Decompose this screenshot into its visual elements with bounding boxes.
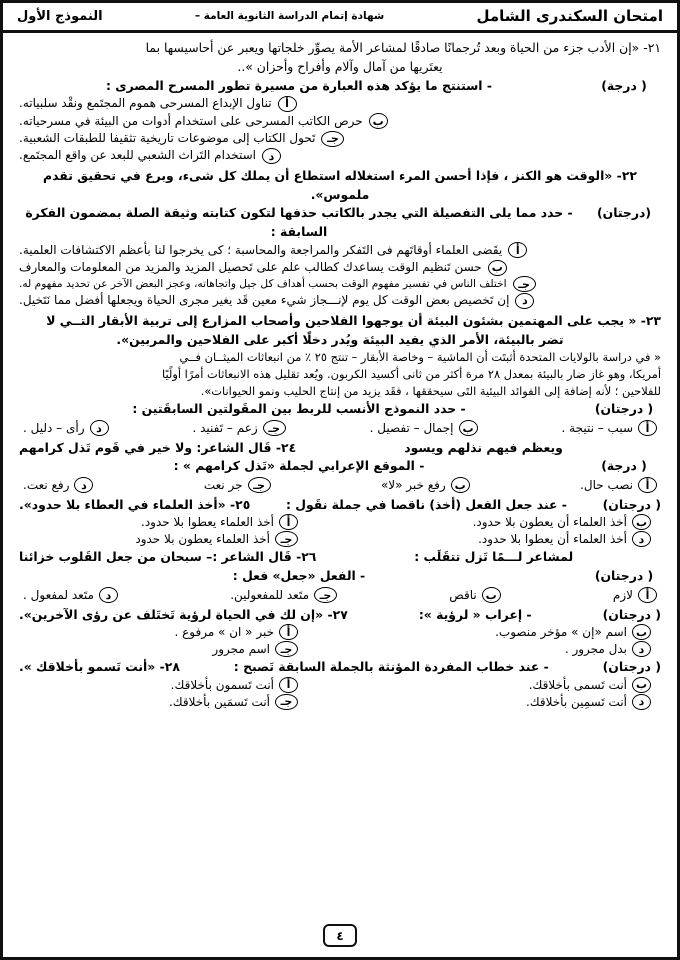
q26-prompt: - الفعل «جعل» فعل :	[232, 568, 366, 584]
certificate-label: شهادة إتمام الدراسة الثانوية العامة –	[194, 10, 385, 22]
q22-prompt: - حدد مما يلى التفصيلة التي يجدر بالكاتب حذفها لتكون كتابته وثيقة الصلة بمضمون الفكرة السابقة :	[25, 205, 573, 239]
q27-number: ٢٧-	[327, 606, 348, 622]
option-bubble-d: د	[632, 531, 651, 547]
option-bubble-d: د	[74, 477, 93, 493]
option-text-c: اسم مجرور	[212, 642, 270, 657]
option-bubble-b: ب	[488, 260, 507, 276]
q23-passage-line-2: أمريكا، وهو غاز ضار بالبيئة بمعدل ٢٨ مرة أكثر من ثانى أكسيد الكربون. ويُعد تقليل هذه الانبعاثات أمرًا أولًيًا	[162, 367, 661, 382]
q22-prompt-row	[19, 204, 661, 241]
option-bubble-b: ب	[632, 624, 651, 640]
q26-verse-row	[19, 548, 661, 567]
q23-marks: ( درجتان)	[594, 401, 654, 417]
q26-option-a[interactable]	[613, 587, 657, 604]
option-text-d: أخذ العلماء أن يعطوا بلا حدود.	[478, 532, 627, 547]
option-text-d: متَعد لمفعول .	[23, 587, 94, 602]
q27-quote-row	[19, 606, 348, 625]
q27-options	[19, 624, 661, 657]
q28-prompt: - عند خطاب المفردة المؤنثة بالجملة السابقة تَصبح :	[233, 659, 549, 675]
q27-marks: ( درجتان)	[602, 606, 661, 622]
q21-option-a[interactable]	[19, 95, 661, 112]
q27-option-d[interactable]	[342, 641, 661, 657]
q28-quote-row	[19, 658, 180, 677]
option-bubble-c: جـ	[321, 131, 344, 147]
option-text-b: أخذ العلماء أن يعطون بلا حدود.	[472, 515, 627, 530]
q26-prompt-row	[19, 567, 661, 586]
q24-option-b[interactable]	[381, 477, 470, 494]
q24-prompt: - الموقع الإعرابي لجملة «تَذل كرامهم » :	[173, 458, 425, 474]
option-text-b: ناقص	[449, 587, 477, 602]
q22-marks: (درجتان)	[596, 205, 652, 221]
q21-options	[19, 95, 661, 165]
option-bubble-b: ب	[369, 113, 388, 129]
option-text-a: لازم	[612, 587, 633, 602]
page-number-footer	[3, 924, 677, 947]
option-bubble-a: أ	[279, 677, 298, 693]
option-text-d: رفع نعت.	[23, 478, 70, 493]
q22-option-d[interactable]	[19, 292, 661, 309]
q28-option-b[interactable]	[342, 677, 661, 693]
option-text-a: يقَضى العلماء أوقاتَهم فى التَفكر والمراجعة والمحاسبة ؛ كى يخرجوا لنا بأعظم الاكتشافات العلمية.	[19, 242, 503, 257]
option-bubble-c: جـ	[275, 694, 298, 710]
q26-option-c[interactable]	[230, 587, 337, 604]
option-bubble-a: أ	[278, 96, 297, 112]
option-bubble-d: د	[515, 293, 534, 309]
q23-option-b[interactable]	[370, 420, 478, 437]
q27-stem-row	[19, 606, 661, 625]
page-number: ٤	[323, 924, 357, 947]
q23-quote-line-1	[19, 311, 661, 330]
option-text-b: حرص الكاتب المسرحى على استخدام أدوات من البيئة في مسرحياته.	[19, 113, 363, 128]
question-21	[19, 39, 661, 165]
q25-quote: «أخذ العلماء في العطاء بلا حدود».	[19, 496, 226, 512]
q28-quote: «أنت تَسمو بأخلاقك ».	[18, 659, 156, 675]
q28-option-a[interactable]	[19, 677, 338, 693]
q28-option-c[interactable]	[19, 694, 338, 710]
option-bubble-a: أ	[279, 514, 298, 530]
q23-quote-line-2: تضر بالبيئة، الأمر الذي يفيد البيئة ويُدر دخلًا أكبر على الفلاحين والمربين».	[116, 331, 564, 347]
option-bubble-a: أ	[638, 587, 657, 603]
q26-option-d[interactable]	[23, 587, 118, 604]
option-bubble-d: د	[99, 587, 118, 603]
option-bubble-c: جـ	[263, 420, 286, 436]
option-bubble-c: جـ	[513, 276, 536, 292]
option-bubble-d: د	[90, 420, 109, 436]
q28-number: ٢٨-	[159, 659, 180, 675]
question-25	[19, 496, 661, 548]
option-text-a: أنت تَسمون بأخلاقك.	[170, 677, 274, 692]
q21-option-d[interactable]	[19, 147, 661, 164]
q22-option-b[interactable]	[19, 259, 661, 276]
page-header	[3, 3, 677, 33]
option-bubble-a: أ	[508, 242, 527, 258]
q26-options	[19, 586, 661, 605]
option-bubble-c: جـ	[314, 587, 337, 603]
option-text-a: تناول الإبداع المسرحى هموم المجتَمع ونقْد سلبياته.	[19, 96, 272, 111]
option-text-d: إن تَخصيص بعض الوقت كل يوم لإنـــجاز شيء معين قَد يغير مجرى الحياة ويجعلها أفضل مما نَتَخيل.	[19, 293, 510, 308]
q21-prompt-row	[19, 77, 661, 96]
option-text-d: رأى – دليل .	[23, 421, 85, 436]
q21-quote-line-1	[19, 39, 661, 58]
option-text-c: اختلف الناس في تفسير مفهوم الوقت بحسب أهداف كل جيل واتجاهاته، وعجز البعض الآخر عن تحديد مفهوم له.	[19, 277, 507, 290]
q23-passage-line-3: للفلاحين ؛ لأنه إضافة إلى الفوائد البيئية التَى سيحققها ، فقَد يزيد من إنتاج الحليب ونمو الحيوانات».	[200, 384, 661, 399]
q23-option-d[interactable]	[23, 420, 109, 437]
q23-passage-line-1: « في دراسة بالولايات المتحدة أثبتَت أن الماشية – وخاصة الأبقار – تنتج ٢٥ ٪ من انبعاثات الميثــان فــي	[179, 350, 661, 365]
q26-verse-second: لمشاعر لـــمًا تَزل تتقَلَب :	[414, 549, 574, 565]
q24-verse-second: ويعظم فيهم نذلهم ويسود	[404, 439, 563, 455]
option-text-d: بدل مجرور .	[564, 642, 627, 657]
q27-option-b[interactable]	[342, 624, 661, 640]
q24-options	[19, 476, 661, 495]
q23-number: ٢٣-	[640, 312, 661, 328]
question-23	[19, 311, 661, 438]
questions-container	[3, 33, 677, 710]
q26-number: ٢٦-	[296, 549, 317, 565]
question-22	[19, 166, 661, 310]
option-text-b: اسم «إن » مؤخر منصوب.	[495, 625, 627, 640]
option-text-a: خبر « ان » مرفوع .	[174, 625, 274, 640]
q25-option-d[interactable]	[342, 531, 661, 547]
q24-option-d[interactable]	[23, 477, 93, 494]
q28-stem-row	[19, 658, 661, 677]
option-bubble-d: د	[262, 148, 281, 164]
option-text-c: تَحول الكتاب إلى موضوعات تاريخية تثقيفا للطبقات الشعبية.	[19, 131, 316, 146]
q28-option-d[interactable]	[342, 694, 661, 710]
exam-title: امتحان السكندرى الشامل	[476, 7, 663, 25]
option-text-b: حسن تَنظيم الوقت يساعدك كطالب علم على تَحصيل المزيد والمزيد من المعلومات والمعارف	[19, 259, 482, 274]
option-bubble-a: أ	[638, 420, 657, 436]
q23-option-a[interactable]	[562, 420, 657, 437]
q22-options	[19, 242, 661, 310]
question-27	[19, 606, 661, 658]
q23-quote-text-1: « يجب على المهتمين بشئون البيئة أن يوجهوا الفلاحين وأصحاب المزارع إلى تربية الأبقار التــي لا	[46, 312, 637, 328]
q26-verse-first	[19, 548, 316, 567]
q28-marks: ( درجتان)	[602, 659, 661, 675]
question-26	[19, 548, 661, 604]
q24-number: ٢٤-	[275, 439, 297, 455]
q21-prompt: - استنتج ما يؤكد هذه العبارة من مسيرة تطور المسرح المصرى :	[105, 77, 493, 93]
q23-option-c[interactable]	[193, 420, 286, 437]
option-bubble-c: جـ	[275, 531, 298, 547]
q21-marks: ( درجة)	[601, 77, 647, 93]
q21-quote-text-1: «إن الأدب جزء من الحياة وبعد تُرجمانًا صادقًا لمشاعر الأمة يصوِّر خلجاتها ويعبر عن أحاسيسها بما	[145, 40, 640, 55]
q25-number: ٢٥-	[230, 496, 251, 512]
q26-marks: ( درجتان)	[594, 568, 654, 584]
q24-option-a[interactable]	[580, 477, 657, 494]
q25-stem-row	[19, 496, 661, 515]
q24-prompt-row	[19, 457, 661, 476]
option-bubble-b: ب	[632, 677, 651, 693]
q22-option-c[interactable]	[19, 276, 661, 292]
q24-verse-row	[19, 439, 661, 458]
option-text-b: أنت تَسمى بأخلاقك.	[528, 677, 627, 692]
q25-quote-row	[19, 496, 250, 515]
q25-options	[19, 514, 661, 547]
q25-prompt: - عند جعل الفعل (أخذ) ناقصا في جملة نقَول :	[286, 496, 567, 512]
q25-option-a[interactable]	[19, 514, 338, 530]
option-text-c: متَعد للمفعولين.	[230, 587, 310, 602]
q21-quote-line-2: يعتَريها من آمال وآلام وأفراح وأحزان »..	[237, 58, 443, 74]
option-bubble-b: ب	[459, 420, 478, 436]
option-bubble-a: أ	[638, 477, 657, 493]
q27-quote: «إن لك في الحياة لرؤية تَختَلف عن رؤى الآخرين».	[18, 606, 324, 622]
q25-option-c[interactable]	[19, 531, 338, 547]
q23-prompt: - حدد النموذج الأنسب للربط بين المقَولتين السابقَتين :	[132, 401, 466, 417]
q21-number: ٢١-	[643, 40, 661, 55]
option-text-c: جر نعت	[203, 478, 243, 493]
option-bubble-d: د	[632, 641, 651, 657]
option-text-d: أنت تَسمِين بأخلاقك.	[525, 694, 627, 709]
option-bubble-d: د	[632, 694, 651, 710]
option-text-b: رفع خبر «لا»	[380, 478, 446, 493]
q25-marks: ( درجتان)	[602, 496, 661, 512]
q27-option-c[interactable]	[19, 641, 338, 657]
question-28	[19, 658, 661, 710]
option-bubble-c: جـ	[275, 641, 298, 657]
q24-marks: ( درجة)	[601, 458, 647, 474]
model-label: النموذج الأول	[17, 8, 103, 24]
option-text-c: زعم – تَفنيد .	[192, 421, 258, 436]
q26-option-b[interactable]	[449, 587, 500, 604]
q25-option-b[interactable]	[342, 514, 661, 530]
q22-number: ٢٢-	[616, 167, 637, 183]
option-text-a: سبب – نتيجة .	[561, 421, 633, 436]
option-text-c: أنت تَسمَين بأخلاقك.	[168, 694, 270, 709]
q24-verse-text: قَال الشاعر: ولا خير في قَوم تَذل كرامهم	[19, 439, 272, 455]
q27-prompt: - إعراب « لرؤية »:	[418, 606, 532, 622]
option-bubble-a: أ	[279, 624, 298, 640]
option-text-c: أخذ العلماء يعطون بلا حدود	[135, 532, 270, 547]
q22-quote-text-1: «الوقت هو الكنز ، فإذا أحسن المرء استغلاله استطاع أن يملك كل شىء، وبرع في تحقيق تقدم ملموس».	[43, 167, 613, 203]
q22-quote-line-1	[19, 166, 661, 204]
q24-verse-first	[19, 439, 296, 458]
option-text-a: أخذ العلماء يعطوا بلا حدود.	[141, 515, 274, 530]
q22-option-a[interactable]	[19, 242, 661, 259]
option-text-b: إجمال – تفصيل .	[369, 421, 454, 436]
option-text-a: نصب حال.	[580, 478, 633, 493]
q21-option-c[interactable]	[19, 130, 661, 147]
option-bubble-b: ب	[632, 514, 651, 530]
q21-option-b[interactable]	[19, 113, 661, 130]
q27-option-a[interactable]	[19, 624, 338, 640]
q26-verse-text: قَال الشاعر :– سبحان من جعل القَلوب خزائنا	[19, 549, 292, 565]
option-bubble-c: جـ	[248, 477, 271, 493]
q24-option-c[interactable]	[204, 477, 271, 494]
option-bubble-b: ب	[482, 587, 501, 603]
q23-options	[19, 419, 661, 438]
question-24	[19, 439, 661, 495]
q28-options	[19, 677, 661, 710]
option-text-d: استخدام التَراث الشعبي للبعد عن واقع المجتَمع.	[19, 148, 256, 163]
option-bubble-b: ب	[451, 477, 470, 493]
q23-prompt-row	[19, 400, 661, 419]
